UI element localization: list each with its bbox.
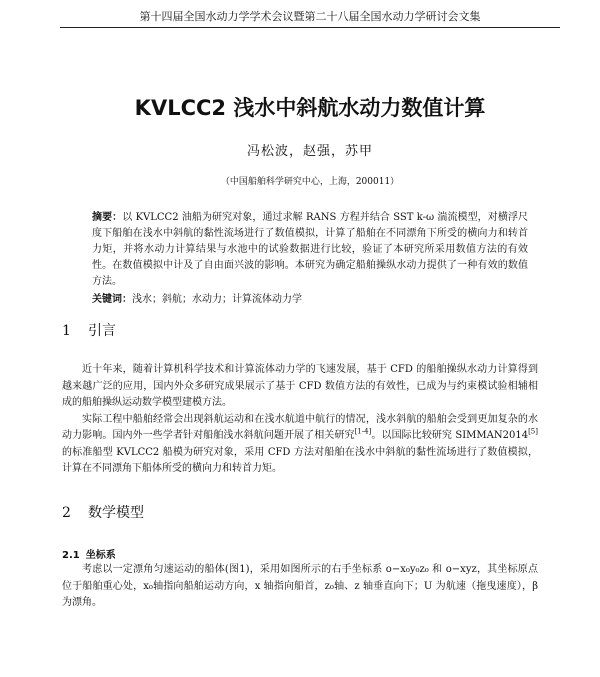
citation-1-4: [1-4] bbox=[354, 427, 372, 436]
section-2-title: 数学模型 bbox=[88, 505, 144, 521]
subsection-2-1-number: 2.1 bbox=[62, 550, 80, 561]
section-1-body bbox=[62, 362, 538, 478]
keywords-text: 浅水；斜航；水动力；计算流体动力学 bbox=[132, 294, 302, 305]
subsection-2-1-title: 坐标系 bbox=[85, 550, 116, 561]
section-1-heading bbox=[62, 320, 116, 340]
header-divider bbox=[60, 27, 560, 28]
subsection-2-1-paragraph-1: 考虑以一定漂角匀速运动的船体(图1)，采用如图所示的右手坐标系 o−x₀y₀z₀ 和 o−xyz，其坐标原点位于船舶重心处，x₀轴指向船舶运动方向，x 轴指向船首，z₀轴、z 轴垂直向下；U 为航速（拖曳速度），β 为漂角。 bbox=[62, 564, 538, 608]
affiliation: （中国船舶科学研究中心，上海，200011） bbox=[220, 177, 400, 187]
abstract-label: 摘要： bbox=[92, 212, 123, 223]
running-header: 第十四届全国水动力学学术会议暨第二十八届全国水动力学研讨会文集 bbox=[139, 10, 481, 23]
authors: 冯松波，赵强，苏甲 bbox=[246, 144, 373, 159]
section-1-p2-part-b: 。以国际比较研究 SIMMAN2014 bbox=[371, 430, 529, 441]
section-2-number: 2 bbox=[62, 505, 71, 521]
section-1-paragraph-1: 近十年来，随着计算机科学技术和计算流体动力学的飞速发展，基于 CFD 的船舶操纵水动力计算得到越来越广泛的应用，国内外众多研究成果展示了基于 CFD 数值方法的有效性，已成为与约束模试验相辅相成的船舶操纵运动数学模型建模方法。 bbox=[62, 364, 538, 408]
section-2-heading bbox=[62, 502, 144, 522]
section-1-p2-part-c: 的标准船型 KVLCC2 船模为研究对象，采用 CFD 方法对船舶在浅水中斜航的黏性流场进行了数值模拟，计算在不同漂角下船体所受的横向力和转首力矩。 bbox=[62, 446, 538, 474]
keywords bbox=[92, 292, 528, 308]
paper-title: KVLCC2 浅水中斜航水动力数值计算 bbox=[134, 96, 486, 120]
keywords-label: 关键词： bbox=[92, 294, 132, 305]
citation-5: [5] bbox=[528, 427, 538, 436]
abstract-text: 以 KVLCC2 油船为研究对象，通过求解 RANS 方程并结合 SST k-ω 湍流模型，对横浮尺度下船舶在浅水中斜航的黏性流场进行了数值模拟，计算了船舶在不同漂角下所受的横向力和转首力矩，并将水动力计算结果与水池中的试验数据进行比较，验证了本研究所采用数值方法的有效性。在数值模拟中计及了自由面兴波的影响。本研究为确定船舶操纵水动力提供了一种有效的数值方法。 bbox=[92, 212, 528, 287]
section-1-paragraph-2 bbox=[62, 412, 538, 478]
section-1-p2-part-a: 实际工程中船舶经常会出现斜航运动和在浅水航道中航行的情况，浅水斜航的船舶会受到更加复杂的水动力影响。国内外一些学者针对船舶浅水斜航问题开展了相关研究 bbox=[62, 413, 538, 441]
section-1-number: 1 bbox=[62, 323, 71, 339]
subsection-2-1-heading bbox=[62, 546, 122, 561]
abstract bbox=[92, 210, 528, 290]
section-1-title: 引言 bbox=[88, 323, 116, 339]
subsection-2-1-body bbox=[62, 562, 538, 612]
